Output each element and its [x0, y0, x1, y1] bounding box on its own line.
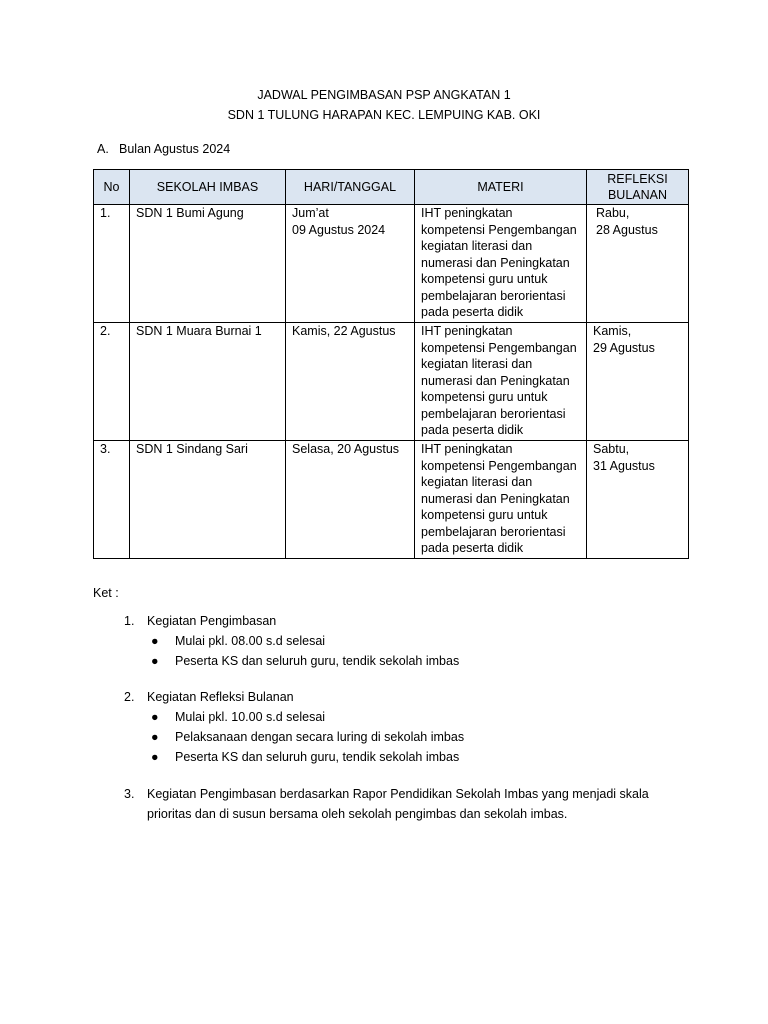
schedule-table: [93, 169, 689, 559]
header-no: No: [94, 170, 130, 205]
bullet-icon: ●: [151, 730, 159, 744]
note-title: Kegiatan Pengimbasan: [147, 614, 277, 628]
cell-tanggal: Kamis, 22 Agustus: [286, 323, 415, 441]
bullet-item: [147, 651, 684, 671]
cell-materi: IHT peningkatan kompetensi Pengembangan kegiatan literasi dan numerasi dan Peningkatan kompetensi guru untuk pembelajaran berorientasi pada peserta didik: [415, 323, 587, 441]
note-item: [124, 688, 684, 767]
cell-no: 2.: [94, 323, 130, 441]
bullet-text: Peserta KS dan seluruh guru, tendik sekolah imbas: [175, 654, 460, 668]
bullet-icon: ●: [151, 710, 159, 724]
note-number: 3.: [124, 787, 135, 801]
bullet-item: [147, 727, 684, 747]
header-materi: MATERI: [415, 170, 587, 205]
title-line-1: JADWAL PENGIMBASAN PSP ANGKATAN 1: [257, 88, 511, 102]
table-row: [94, 323, 689, 441]
document-title: [0, 85, 768, 125]
section-title: Bulan Agustus 2024: [119, 142, 231, 156]
header-sekolah-imbas: SEKOLAH IMBAS: [130, 170, 286, 205]
section-heading: [97, 141, 230, 158]
cell-sekolah: SDN 1 Sindang Sari: [130, 441, 286, 559]
bullet-icon: ●: [151, 654, 159, 668]
table-row: [94, 441, 689, 559]
note-item: [124, 612, 684, 671]
table-row: [94, 205, 689, 323]
notes-list: [124, 612, 684, 841]
cell-no: 1.: [94, 205, 130, 323]
cell-materi: IHT peningkatan kompetensi Pengembangan kegiatan literasi dan numerasi dan Peningkatan kompetensi guru untuk pembelajaran berorientasi pada peserta didik: [415, 205, 587, 323]
cell-sekolah: SDN 1 Muara Burnai 1: [130, 323, 286, 441]
bullet-text: Pelaksanaan dengan secara luring di sekolah imbas: [175, 730, 465, 744]
note-title: Kegiatan Refleksi Bulanan: [147, 690, 294, 704]
table-header-row: [94, 170, 689, 205]
bullet-list: [147, 707, 684, 767]
cell-no: 3.: [94, 441, 130, 559]
bullet-text: Peserta KS dan seluruh guru, tendik sekolah imbas: [175, 750, 460, 764]
note-item: [124, 784, 684, 824]
cell-refleksi: Sabtu, 31 Agustus: [587, 441, 689, 559]
cell-refleksi: Rabu, 28 Agustus: [587, 205, 689, 323]
cell-refleksi: Kamis, 29 Agustus: [587, 323, 689, 441]
bullet-item: [147, 707, 684, 727]
cell-tanggal: Selasa, 20 Agustus: [286, 441, 415, 559]
section-letter: A.: [97, 142, 109, 156]
ket-label: Ket :: [93, 586, 119, 600]
header-refleksi-bulanan: REFLEKSI BULANAN: [587, 170, 689, 205]
bullet-item: [147, 631, 684, 651]
bullet-icon: ●: [151, 750, 159, 764]
cell-tanggal: Jum’at 09 Agustus 2024: [286, 205, 415, 323]
note-text: Kegiatan Pengimbasan berdasarkan Rapor Pendidikan Sekolah Imbas yang menjadi skala prioritas dan di susun bersama oleh sekolah pengimbas dan sekolah imbas.: [147, 787, 649, 821]
cell-materi: IHT peningkatan kompetensi Pengembangan kegiatan literasi dan numerasi dan Peningkatan kompetensi guru untuk pembelajaran berorientasi pada peserta didik: [415, 441, 587, 559]
note-number: 1.: [124, 614, 135, 628]
bullet-list: [147, 631, 684, 671]
note-number: 2.: [124, 690, 135, 704]
title-line-2: SDN 1 TULUNG HARAPAN KEC. LEMPUING KAB. OKI: [227, 108, 541, 122]
bullet-text: Mulai pkl. 08.00 s.d selesai: [175, 634, 326, 648]
bullet-icon: ●: [151, 634, 159, 648]
bullet-item: [147, 747, 684, 767]
cell-sekolah: SDN 1 Bumi Agung: [130, 205, 286, 323]
header-hari-tanggal: HARI/TANGGAL: [286, 170, 415, 205]
bullet-text: Mulai pkl. 10.00 s.d selesai: [175, 710, 326, 724]
